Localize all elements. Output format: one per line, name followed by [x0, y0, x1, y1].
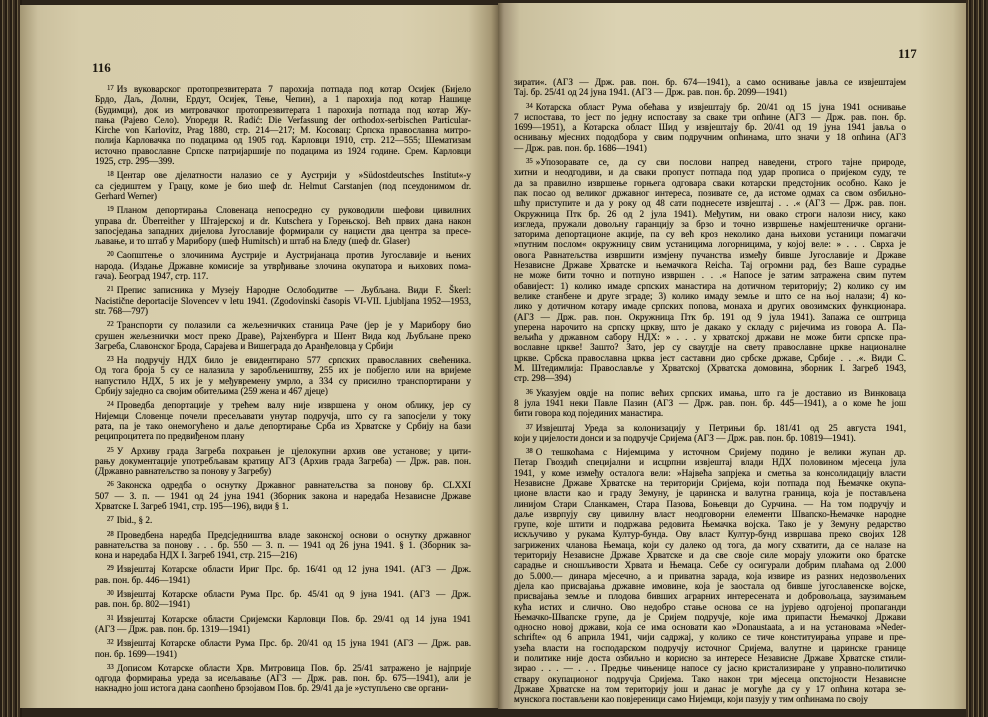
footnote-line: [514, 529, 906, 539]
footnote-line: [514, 281, 906, 291]
footnote-text: гача). Београд 1947, стр. 117.: [95, 271, 209, 282]
footnote-18: [95, 170, 471, 201]
footnote-number: 22: [107, 321, 114, 329]
footnote-line: [95, 530, 471, 540]
footnote-text: народа. (Издање Државне комисије за утврђивање злочина окупатора и њихових пома-: [95, 260, 471, 271]
footnote-number: 32: [107, 639, 114, 647]
footnote-text: срушен жељезнички мост преко Драве), Рајхенбурга и Шент Вида код Љубљане преко: [95, 330, 471, 341]
footnote-text: 507 — З. п. — 1941 од 24 јуна 1941 (Зборник закона и наредаба Независне Државе: [95, 490, 471, 501]
footnote-text: Извјештај Котарске области Рума Прс. бр. 45/41 од 9 јуна 1941. (АГЗ — Држ.: [116, 589, 471, 600]
book-edge-left: [0, 0, 22, 717]
footnote-line: [95, 355, 471, 365]
footnotes-left: [95, 84, 471, 694]
footnote-text: управа dr. Überreither у Штајерској и dr. Kutschera у Горењској. Већ првих дана након: [95, 215, 471, 226]
footnote-line: [514, 478, 906, 488]
footnote-line: [95, 94, 471, 104]
footnote-text: (АГЗ — Држ. рав. пон. Окружница Птк бр. 191 од 9 јула 1941). Запажа се оштрица: [514, 311, 906, 322]
footnote-text: (Државно равнатељство за понову у Загребу): [95, 466, 272, 477]
footnote-text: пања (Рајево Село). Упореди R. Radić: Die Verfassung der orthodox-serbischen Particular-: [95, 114, 471, 125]
footnote-text: вељића у државном сабору НДХ: » . . . у хрватској држави не може бити српске пра-: [514, 332, 906, 343]
footnote-line: [514, 102, 906, 112]
footnote-text: Транспорти су полазили са жељезничких станица Раче (јер је у Марибору био: [116, 320, 471, 331]
footnote-line: [514, 398, 906, 408]
footnote-line: [95, 236, 471, 246]
footnote-line: [514, 157, 906, 167]
footnote-line: [514, 132, 906, 142]
footnote-33: [95, 663, 471, 694]
footnote-text: str. 768—797): [95, 305, 149, 316]
footnote-number: 17: [107, 85, 114, 92]
footnote-text: узећа власти на господарском подручју источног Сријема, валутне и царинске границе: [514, 642, 906, 653]
footnote-text: кућа истих и слично. Ово недобро стање основа се на јурјево одгојеној пропаганди: [514, 601, 906, 612]
footnote-text: Указујем овдје на попис већих српских имања, што га је доставио из Винковаца: [535, 387, 906, 398]
footnote-line: [514, 694, 906, 704]
footnote-line: [514, 468, 906, 478]
footnote-line: [514, 643, 906, 653]
footnote-text: У Архиву града Загреба похрањен је цјелокупни архив ове установе; у цити-: [116, 445, 471, 456]
footnote-text: schriftе« од 6 априла 1941, чији садржај, у колико се тиче конституирања управе и пре-: [514, 632, 906, 643]
footnote-line: [514, 250, 906, 260]
footnote-text: запосједања западних дијелова Југославије формирали су нацисти два центра за пресе-: [95, 225, 471, 236]
footnote-number: 19: [107, 206, 114, 214]
footnote-text: лико у дотичном котару имаде српских попова, монаха и других овозимских функционара.: [514, 301, 906, 312]
footnote-text: дјела као присвајања државне имовине, која је заостала од бивше југославенске војске,: [514, 580, 906, 591]
footnote-line: [514, 312, 906, 322]
footnote-text: Нијемци Словенце почели пресељавати унутар подручја, што су га запосјели у току: [95, 410, 471, 421]
footnote-line: [95, 271, 471, 281]
footnote-text: ционе власти као и граду Земуну, је царинска и валутна граница, која је постављена: [514, 488, 906, 499]
footnote-line: [95, 84, 471, 94]
footnote-line: [514, 229, 906, 239]
footnote-number: 33: [107, 663, 114, 671]
footnote-text: Србију заједно са својим обитељима (259 жена и 467 дјеце): [95, 386, 328, 397]
footnote-line: [514, 291, 906, 301]
footnote-text: источно православне Српске патријаршије по подацима из 1924 године. Срем. Карловци: [95, 145, 471, 156]
footnote-line: [514, 209, 906, 219]
footnote-text: реципроцитета по предвиђеном плану: [95, 431, 245, 442]
footnote-number: 18: [107, 171, 114, 179]
footnote-text: стр. 298—394): [514, 373, 572, 384]
footnote-line: [514, 674, 906, 684]
footnote-line: [95, 491, 471, 501]
footnote-text: бити говора код појединих манастира.: [514, 408, 664, 419]
footnote-line: [514, 373, 906, 383]
footnote-text: Брдо, Даљ, Долни, Ердут, Осијек, Тење, Чепин), а 1 парохија под котар Нашице: [95, 94, 471, 105]
footnote-line: [95, 480, 471, 490]
footnote-line: [95, 649, 471, 659]
footnote-text: М. Штедимлија: Православље у Хрватској (Хрватска домовина, зборник I. Загреб 1943,: [514, 363, 906, 374]
footnote-text: овога Равнатељства извршити измјену пучанства између бивше Југославије и Државе: [514, 249, 906, 260]
footnote-text: (АГЗ — Држ. рав. пон. бр. 1319—1941): [95, 623, 250, 634]
footnote-line: [514, 612, 906, 622]
footnote-line: [95, 146, 471, 156]
footnote-text: Планом депортирања Словенаца непосредно су руководили шефови цивилних: [116, 205, 471, 216]
footnote-line: [514, 571, 906, 581]
footnote-line: [95, 386, 471, 396]
footnote-23: [95, 355, 471, 396]
footnote-line: [95, 663, 471, 673]
footnote-text: Nacistične deportacije Slovencev v letu 1941. (Zgodovinski časopis VI-VII. Ljubljana 1952—1953,: [95, 295, 471, 306]
footnote-line: [514, 143, 906, 153]
footnote-line: [95, 501, 471, 511]
footnote-text: ствару окупационог подручја Сријема. Тако након три мјесеца опстојности Независне: [514, 673, 906, 684]
footnote-32: [95, 638, 471, 659]
footnote-line: [95, 115, 471, 125]
footnote-text: одгода формирања уреда за исељавање (АГЗ — Држ. рав. пон. бр. 675—1941), али је: [95, 673, 471, 684]
footnote-text: до 5.000.— динара мјесечно, а и приватна зарада, која извире из разних недозвољених: [514, 570, 906, 581]
footnote-line: [95, 216, 471, 226]
footnote-line: [95, 421, 471, 431]
footnote-text: заторима депортационе акције, па су већ кроз неколико дана њихови устаници помагачи: [514, 229, 906, 240]
footnote-line: [514, 632, 906, 642]
footnote-line: [95, 261, 471, 271]
footnote-line: [95, 365, 471, 375]
footnote-line: [95, 624, 471, 634]
footnote-text: Државе Хрватске на том територију још и данас је могуће да су у 17 опћина котара зе-: [514, 683, 906, 694]
footnote-text: Независне Државе Хрватске и њемачкога Reicha. Тај огромни рад, без Ваше сурадње: [514, 260, 906, 271]
footnote-number: 34: [526, 102, 533, 110]
footnote-text: да за правилно извршење горњега одговара сваки котарски предстојник особно. Како је: [514, 177, 906, 188]
footnote-text: присвајања земље и плодова бивших аграрних интересената и добровољаца, заузимањем: [514, 591, 906, 602]
footnote-line: [514, 663, 906, 673]
footnote-line: [514, 77, 906, 87]
footnote-text: Извјештај Уреда за колонизацију у Петрињи бр. 181/41 од 25 августа 1941,: [535, 422, 906, 433]
footnote-line: [95, 105, 471, 115]
footnote-text: »путним послом« окружницу свим устаницима логорницима, у којој веле: » . . . Сврха је: [514, 239, 906, 250]
footnote-text: Котарска област Рума обећава у извјештају бр. 20/41 од 15 јуна 1941 оснивање: [535, 101, 906, 112]
footnote-text: полија Карловачка по подацима од 1905 год. Карловци 1910, стр. 212—555; Шематизам: [95, 135, 471, 146]
footnote-text: (Будимци), док из митровачког протопрезвитерата 1 парохија потпада под котар Жу-: [95, 104, 471, 115]
footnote-line: [514, 447, 906, 457]
footnote-text: О тешкоћама с Нијемцима у источном Сријему подино је велики жупан др.: [535, 447, 906, 458]
footnote-number: 31: [107, 614, 114, 622]
footnote-text: равнатељства за понову . . . бр. 550 — З. п. — 1941 од 26 јуна 1941. § 1. (Зборник за-: [95, 539, 471, 550]
footnote-line: [514, 122, 906, 132]
footnote-24: [95, 400, 471, 441]
footnote-20: [95, 250, 471, 281]
footnote-line: [95, 205, 471, 215]
book-edge-right: [966, 0, 988, 717]
footnote-text: који у цијелости донси и за подручје Сријема (АГЗ — Држ. рав. пон. бр. 10819—1941).: [514, 432, 856, 443]
footnote-text: Извјештај Котарске области Рума Прс. бр. 20/41 од 15 јуна 1941 (АГЗ — Држ. рав.: [116, 638, 471, 649]
footnote-26: [95, 480, 471, 511]
footnote-text: Независне Државе Хрватске на територији Сријема, који потпада под Њемачке окупа-: [514, 477, 906, 488]
footnote-number: 24: [107, 401, 114, 409]
footnote-line: [95, 135, 471, 145]
footnote-text: зирао . . . — . . . Предње чињенице напосе су јасно кристализиране у управно-политичко: [514, 663, 906, 674]
footnote-text: Загреба, Славонског Брода, Сарајева и Вишеграда до Аранђеловца у Србији: [95, 340, 394, 351]
footnote-text: Проведбена наредба Предсједништва владе законској основи о оснутку државног: [116, 529, 471, 540]
footnote-text: рав. пон. бр. 802—1941): [95, 599, 190, 610]
footnote-27: [95, 515, 471, 525]
footnote-text: 7 испостава, то јест по једну испоставу за сваке три опћине (АГЗ — Држ. рав. пон. бр.: [514, 111, 906, 122]
footnote-line: [514, 353, 906, 363]
footnote-text: изгледа, пружали довољну гаранцију за брзо и точно извршење намјештеничке органи-: [514, 218, 906, 229]
footnote-text: Окружница Птк бр. 26 од 2 јула 1941). Међутим, ни овако строги налози нису, како: [514, 208, 906, 219]
footnote-line: [95, 599, 471, 609]
footnote-line: [95, 320, 471, 330]
footnote-25: [95, 446, 471, 477]
footnote-text: не може бити точно и потпуно извршен . . .« Напосе је затим затражена свим путем: [514, 270, 906, 281]
footnote-line: [95, 306, 471, 316]
footnote-line: [514, 219, 906, 229]
footnote-text: кона и наредаба НДХ I. Загреб 1941, стр. 215—216): [95, 550, 298, 561]
footnote-text: Саопштење о злочинима Аустрије и Аустријанаца против Југославије и њених: [116, 250, 471, 261]
footnote-text: сарадње и сношљивости Хрвата и Њемаца. Себе су осигурали добрим плаћама од 2.000: [514, 560, 906, 571]
footnote-number: 29: [107, 565, 114, 573]
page-number-right: 117: [898, 46, 917, 61]
footnote-line: [514, 178, 906, 188]
footnote-line: [95, 125, 471, 135]
footnote-text: рата, па је тако онемогућено и даље депортирање Срба из Хрватске у Србију на бази: [95, 420, 471, 431]
footnote-19: [95, 205, 471, 246]
footnote-line: [95, 550, 471, 560]
footnote-line: [95, 400, 471, 410]
footnote-line: [95, 411, 471, 421]
footnote-text: »Упозоравате се, да су сви послови напред наведени, строго тајне природе,: [535, 157, 906, 168]
footnote-text: Извјештај Котарске области Сријемски Карловци Пов. бр. 29/41 од 14 јуна 1941: [116, 613, 471, 624]
footnote-line: [514, 301, 906, 311]
footnote-line: [514, 408, 906, 418]
footnote-37: [514, 423, 906, 444]
footnote-line: [95, 181, 471, 191]
footnote-line: [514, 653, 906, 663]
footnote-line: [95, 589, 471, 599]
footnote-line: [514, 433, 906, 443]
footnote-text: — Држ. рав. пон. бр. 1686—1941): [514, 142, 647, 153]
footnote-text: 1925, стр. 295—399.: [95, 156, 175, 167]
footnote-35: [514, 157, 906, 384]
footnote-text: зирати«. (АГЗ — Држ. рав. пон. бр. 674—1941), а само оснивање јавља се извјештајем: [514, 77, 906, 87]
footnote-line: [95, 341, 471, 351]
footnote-number: 21: [107, 286, 114, 294]
footnote-line: [514, 591, 906, 601]
footnote-line: [95, 614, 471, 624]
footnote-text: мунскога постављени као повјереници само Нијемци, који пазују у тим опћинама по своју: [514, 694, 868, 705]
footnote-line: [95, 191, 471, 201]
footnote-text: На подручју НДХ било је евидентирано 577 српских православних свећеника.: [116, 355, 471, 366]
footnote-line: [95, 673, 471, 683]
footnote-29: [95, 564, 471, 585]
footnote-number: 20: [107, 251, 114, 259]
footnote-line: [95, 296, 471, 306]
footnote-line: [514, 519, 906, 529]
footnote-text: напустило НДХ, 5 их је у међувремену умрло, а 334 су присилно транспортирани у: [95, 375, 471, 386]
footnote-text: Ibid., § 2.: [116, 515, 153, 526]
footnote-text: 1941, у коме између осталога вели: »Највећа запрјека и сметња за консолидацију власти: [514, 467, 906, 478]
footnote-line: [514, 112, 906, 122]
footnote-line: [514, 363, 906, 373]
footnote-line: [514, 509, 906, 519]
footnote-line: [95, 575, 471, 585]
footnote-text: уперена нарочито на српску цркву, што је дакако у складу с ријечима из говора А. Па-: [514, 321, 906, 332]
footnote-text: искључиво у рукама Култур-бунда. Ову власт Култур-бунд извршава преко својих 128: [514, 529, 906, 540]
footnote-text: вославне цркве! Зашто? Зато, јер су сваугдје на свету православне цркве националне: [514, 342, 906, 353]
footnote-text: накнадно још истога дана саопћено брзојавом Пов. бр. 29/41 да је »уступљено све органи-: [95, 683, 449, 694]
footnote-text: Њемачко-Швапске групе, да је Сријем подручје, које има припасти Њемачкој Држави: [514, 611, 906, 622]
footnote-text: обавијест: 1) колико имаде српских манастира на дотичном територију; 2) колико су им: [514, 280, 906, 291]
footnote-text: територију Независне Државе Хрватске и да све своје силе морају уложити око братске: [514, 550, 906, 561]
footnote-number: 25: [107, 446, 114, 454]
footnote-text: хитни и неодгодиви, и да сваки пропуст потпада под удар прописа о пријеком суду, те: [514, 167, 906, 178]
footnote-text: Хрватске I. Загреб 1941, стр. 195—196), види § 1.: [95, 500, 289, 511]
footnote-number: 37: [526, 423, 533, 431]
footnote-text: односно новој држави, која се има основати као »Donaustaata, а и на установама »Neder-: [514, 622, 906, 633]
footnote-line: [514, 581, 906, 591]
footnote-text: Тај. бр. 25/41 од 24 јуна 1941. (АГЗ — Држ. рав. пон. бр. 2099—1941): [514, 87, 787, 98]
footnote-text: загрижених чланова Њемаца, који су далеко од тога, да могу схватити, да се налазе на: [514, 539, 906, 550]
footnote-number: 38: [526, 448, 533, 456]
footnote-38: [514, 447, 906, 704]
footnote-line: [514, 260, 906, 270]
footnote-line: [514, 198, 906, 208]
footnote-number: 36: [526, 388, 533, 396]
footnote-number: 27: [107, 516, 114, 524]
footnote-text: Центар ове дјелатности налазио се у Аустрији у »Südostdeutsches Institut«-у: [116, 170, 471, 181]
page-number-left: 116: [92, 60, 111, 75]
footnote-line: [514, 167, 906, 177]
footnote-21: [95, 285, 471, 316]
footnote-text: цркве. Србска православна црква јест саставни дио србске државе, Србије . . .«. Види С.: [514, 352, 906, 363]
footnote-line: [514, 239, 906, 249]
footnote-number: 30: [107, 590, 114, 598]
footnote-line: [95, 250, 471, 260]
footnote-30: [95, 589, 471, 610]
footnote-line: [95, 564, 471, 574]
footnote-line: [95, 515, 471, 525]
footnote-line: [95, 376, 471, 386]
footnote-text: Петар Гвоздић специјални и исцрпни извјештај влади НДХ половином мјесеца јула: [514, 457, 906, 468]
footnote-text: линијом Стари Сланкамен, Стара Пазова, Боњевци до Сурчина. — На том подручју и: [514, 498, 906, 509]
footnote-line: [514, 540, 906, 550]
footnote-line: [514, 388, 906, 398]
footnote-line: [95, 638, 471, 648]
footnote-line: [514, 622, 906, 632]
footnote-17: [95, 84, 471, 166]
footnote-line: [514, 332, 906, 342]
footnote-text: 1699—1951), а Котарска област Шид у извјештају бр. 20/41 од 19 јуна 1941 јавља о: [514, 122, 906, 133]
footnote-line: [514, 322, 906, 332]
footnote-line: [95, 683, 471, 693]
footnote-line: [95, 540, 471, 550]
footnote-line: [514, 423, 906, 433]
footnote-text: Од тога броја 5 су се налазила у заробљеништву, 255 их је побјегло или на вријеме: [95, 365, 471, 376]
footnote-line: [95, 170, 471, 180]
footnote-line: [514, 550, 906, 560]
footnote-28: [95, 530, 471, 561]
footnote-line: [514, 342, 906, 352]
footnote-line: [514, 499, 906, 509]
footnote-text: пон. бр. 1699—1941): [95, 648, 177, 659]
footnote-line: [95, 446, 471, 456]
footnote-text: љавање, и то штаб у Марибору (шеф Humitsch) и штаб на Бледу (шеф dr. Glaser): [95, 236, 410, 247]
footnote-text: даље изврпују сву цивилну власт неодговорни елементи Швапско-Њемачке народне: [514, 508, 906, 519]
footnote-line: [95, 456, 471, 466]
footnote-text: рав. пон. бр. 446—1941): [95, 574, 190, 585]
footnote-text: групе, које штити и подржава редовита Њемачка војска. Тако је у Земуну редарство: [514, 519, 906, 530]
footnote-36: [514, 388, 906, 419]
footnote-text: Kirche von Karlovitz, Prag 1880, стр. 214—217; М. Косовац: Српска православна митро-: [95, 125, 471, 136]
footnote-line: [95, 331, 471, 341]
footnote-text: рању документације употребљавам кратицу АГЗ (Архив града Загреба) — Држ. рав. пон.: [95, 455, 471, 466]
footnote-line: [514, 87, 906, 97]
footnote-text: и политике није доста озбиљно и корисно за интересе Независне Државе Хрватске стили-: [514, 653, 906, 664]
footnote-text: велике станбене и друге зграде; 3) колико имаду земље и што се на њој налази; 4) ко-: [514, 290, 906, 301]
footnote-line: [95, 226, 471, 236]
footnote-number: 23: [107, 356, 114, 364]
footnote-34: [514, 102, 906, 153]
footnote-line: [514, 270, 906, 280]
footnote-text: Законска одредба о оснутку Државног равнатељства за понову бр. CLXXI: [116, 480, 471, 491]
footnote-line: [95, 156, 471, 166]
footnote-line: [514, 488, 906, 498]
footnote-line: [514, 457, 906, 467]
footnote-line: [514, 188, 906, 198]
footnote-line: [95, 466, 471, 476]
footnote-31: [95, 614, 471, 635]
footnote-22: [95, 320, 471, 351]
footnote-text: са сједиштем у Грацу, коме је био шеф dr. Helmut Carstanjen (под псеудонимом dr.: [95, 180, 471, 191]
footnote-text: Gerhard Werner): [95, 190, 158, 201]
footnote-line: [514, 684, 906, 694]
footnotes-right: [514, 77, 906, 705]
footnote-line: [514, 560, 906, 570]
footnote-text: оснивању мјесних пододбора у свим подручним опћинама, што значи у 18 опћина (АГЗ: [514, 132, 906, 143]
footnote-text: 8 јула 1941 неки Павле Пазин (АГЗ — Држ. рав. пон. бр. 445—1941), а о коме ће још: [514, 397, 906, 408]
footnote-text: Из вуковарског протопрезвитерата 7 парохија потпада под котар Осијек (Бијело: [116, 84, 471, 94]
footnote-text: шћу приступите и да у року од 48 сати поднесете извјештај . . .« (АГЗ — Држ. рав. пон.: [514, 198, 906, 209]
footnote-text: Проведба депортације у трећем валу није извршена у оном облику, јер су: [116, 400, 471, 411]
footnote-line: [95, 431, 471, 441]
footnote-number: 35: [526, 158, 533, 166]
footnote-line: [514, 602, 906, 612]
footnote-text: Извјештај Котарске области Ириг Прс. бр. 16/41 од 12 јуна 1941. (АГЗ — Држ.: [116, 564, 471, 575]
footnote-continuation: [514, 77, 906, 98]
footnote-text: пак посао од великог државног интереса, позивате се, да истоме одмах са свом озбиљно-: [514, 187, 906, 198]
footnote-text: Дописом Котарске области Хрв. Митровица Пов. бр. 25/41 затражено је најприје: [116, 662, 471, 673]
footnote-number: 28: [107, 530, 114, 538]
footnote-line: [95, 285, 471, 295]
footnote-number: 26: [107, 481, 114, 489]
footnote-text: Препис записника у Музеју Народне Ослободитве — Љубљана. Види F. Škerl:: [116, 285, 471, 296]
